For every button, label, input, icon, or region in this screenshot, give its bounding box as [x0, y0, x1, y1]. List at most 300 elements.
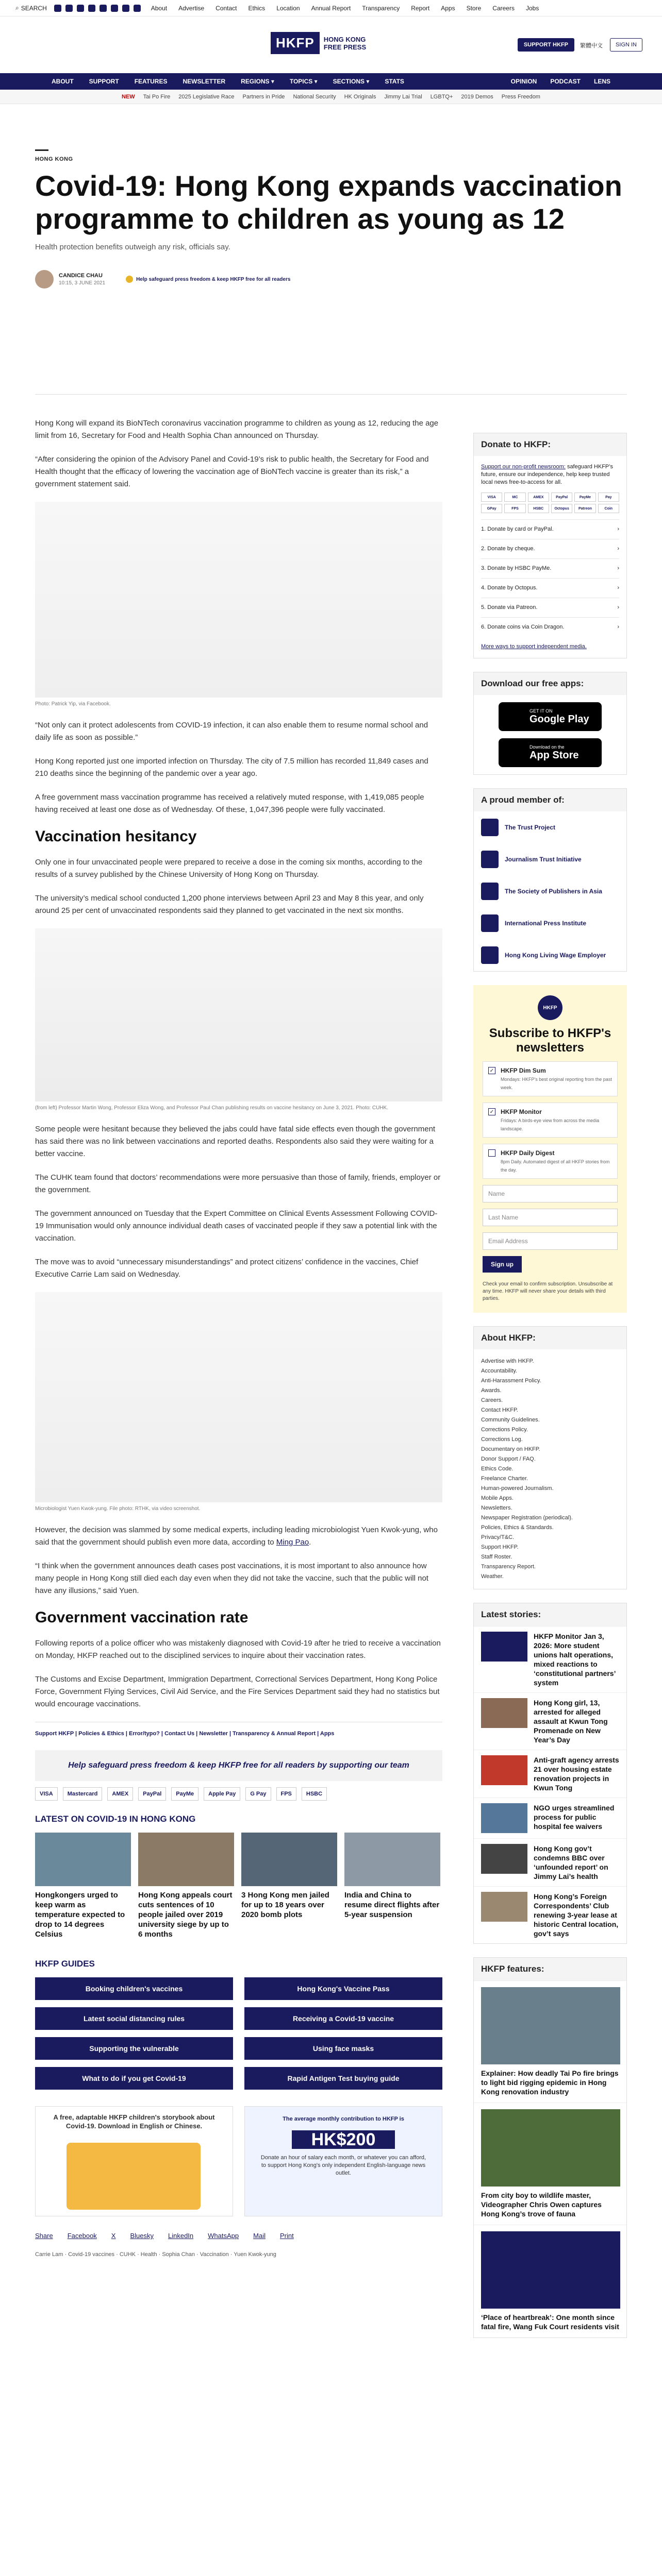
sign-up-button[interactable]: Sign up [483, 1256, 522, 1273]
logo-wordmark [324, 36, 366, 51]
feature-item[interactable] [474, 2103, 626, 2225]
donate-option-label: 1. Donate by card or PayPal. [481, 526, 554, 532]
story-thumbnail [481, 1844, 527, 1874]
avatar [35, 270, 54, 289]
latest-headline: Hong Kong appeals court cuts sentences of 10 people jailed over 2019 university siege by up to 6 months [138, 1891, 233, 1939]
support-hkfp-button[interactable]: SUPPORT HKFP [518, 38, 574, 52]
trending-item[interactable]: National Security [293, 93, 336, 100]
feature-item[interactable] [474, 1980, 626, 2103]
ming-pao-link[interactable]: Ming Pao [276, 1538, 309, 1547]
member-logo[interactable] [474, 843, 626, 875]
payment-logo: FPS [504, 504, 525, 513]
feature-headline: From city boy to wildlife master, Videographer Chris Owen captures Hong Kong’s trove of fauna [481, 2191, 602, 2218]
top-link[interactable]: Careers [492, 4, 515, 12]
member-logo[interactable] [474, 907, 626, 939]
nav-item[interactable]: ABOUT [52, 78, 74, 85]
trending-item[interactable]: 2019 Demos [461, 93, 493, 100]
payment-logo: VISA [35, 1787, 58, 1801]
more-ways-link[interactable]: More ways to support independent media. [481, 643, 587, 650]
newsletter-text [501, 1149, 612, 1173]
donate-option[interactable] [481, 539, 619, 558]
subheading: Vaccination hesitancy [35, 828, 197, 845]
newsletter-desc: 8pm Daily. Automated digest of all HKFP stories from the day. [501, 1159, 610, 1173]
contribution-promo[interactable] [244, 2106, 442, 2216]
newsletter-logo: HKFP [538, 995, 562, 1020]
search-label: SEARCH [21, 4, 47, 12]
app-store-label: App Store [529, 749, 579, 761]
trending-item[interactable]: Press Freedom [501, 93, 540, 100]
about-box [473, 1326, 627, 1589]
member-title: A proud member of: [474, 789, 626, 811]
about-link[interactable]: Careers. [481, 1397, 503, 1403]
byline [35, 270, 628, 289]
features-title: HKFP features: [474, 1958, 626, 1980]
about-link[interactable]: Donor Support / FAQ. [481, 1456, 536, 1462]
share-link[interactable]: Share [35, 2232, 53, 2240]
logo-mark: HKFP [271, 32, 320, 54]
about-list [474, 1349, 626, 1589]
payment-logo: G Pay [245, 1787, 271, 1801]
standfirst: Health protection benefits outweigh any risk, officials say. [35, 243, 230, 251]
header-divider [35, 394, 627, 395]
top-link[interactable]: Advertise [178, 4, 205, 12]
nav-item[interactable]: PODCAST [550, 78, 581, 85]
guide-button[interactable]: What to do if you get Covid-19 [35, 2067, 233, 2090]
donate-option[interactable] [481, 617, 619, 637]
feature-headline: Explainer: How deadly Tai Po fire brings to light bid rigging epidemic in Hong Kong renovation industry [481, 2069, 619, 2096]
logo-line-2: FREE PRESS [323, 43, 367, 51]
paragraph: Some people were hesitant because they believed the jabs could have fatal side effects even though the government has said there was no link between vaccinations and reported deaths. Respondents also said they were waiting for a better vaccine. [35, 1125, 436, 1158]
member-name: Journalism Trust Initiative [505, 856, 582, 863]
chevron-right-icon: › [617, 604, 619, 611]
section-tag[interactable]: HONG KONG [35, 156, 73, 162]
donate-options [481, 519, 619, 637]
new-badge: NEW [122, 93, 135, 100]
story-headline: Hong Kong gov’t condemns BBC over ‘unfounded report’ on Jimmy Lai’s health [534, 1844, 608, 1880]
about-link[interactable]: Weather. [481, 1573, 504, 1580]
paragraph: “Not only can it protect adolescents from COVID-19 infection, it can also enable them to resume normal school and daily life as soon as possible.” [35, 721, 428, 742]
about-link[interactable]: Accountability. [481, 1368, 518, 1374]
share-links [35, 2230, 442, 2242]
guide-button[interactable]: Receiving a Covid-19 vaccine [244, 2007, 442, 2030]
about-link[interactable]: Freelance Charter. [481, 1476, 528, 1482]
payment-logo: AMEX [107, 1787, 133, 1801]
newsletter-name: HKFP Daily Digest [501, 1149, 555, 1157]
apps-title: Download our free apps: [474, 672, 626, 695]
share-link[interactable]: Bluesky [130, 2232, 154, 2240]
apps-box [473, 672, 627, 775]
payment-logo: HSBC [302, 1787, 327, 1801]
publish-date: 10:15, 3 JUNE 2021 [59, 280, 106, 286]
section-rule [35, 149, 48, 151]
top-bar [0, 0, 662, 16]
newsletter-text [501, 1067, 612, 1091]
newsletter-box [473, 985, 627, 1313]
share-link[interactable]: Mail [253, 2232, 266, 2240]
latest-card[interactable] [241, 1833, 337, 1939]
paragraph: Hong Kong reported just one imported infection on Thursday. The city of 7.5 million has recorded 11,849 cases and 210 deaths since the beginning of the pandemic over a year ago. [35, 757, 428, 778]
donate-option[interactable] [481, 558, 619, 578]
top-link[interactable]: Transparency [362, 4, 400, 12]
donate-link[interactable]: Support our non-profit newsroom: [481, 464, 566, 470]
member-name: Hong Kong Living Wage Employer [505, 952, 606, 959]
story-thumbnail [481, 1698, 527, 1728]
app-store-badge[interactable] [499, 738, 602, 767]
payment-logo: PayPal [551, 493, 572, 502]
paragraph: The CUHK team found that doctors’ recommendations were more persuasive than those of family, friends, employer or the government. [35, 1173, 441, 1194]
trending-item[interactable]: Partners in Pride [242, 93, 285, 100]
top-links [151, 5, 539, 12]
newsletter-option[interactable] [483, 1103, 618, 1138]
feature-headline: ‘Place of heartbreak’: One month since fatal fire, Wang Fuk Court residents visit [481, 2313, 619, 2331]
feature-item[interactable] [474, 2225, 626, 2337]
google-play-label: Google Play [529, 713, 589, 725]
newsletter-name: HKFP Monitor [501, 1108, 542, 1115]
paragraph: Hong Kong will expand its BioNTech coronavirus vaccination programme to children as young as 12, reducing the age limit from 16, Secretary for Food and Health Sophia Chan announced on Thursday. [35, 419, 439, 440]
latest-covid-grid [35, 1833, 442, 1939]
donate-option-label: 2. Donate by cheque. [481, 546, 535, 552]
paragraph: Only one in four unvaccinated people were prepared to receive a dose in the coming six months, according to the results of a survey published by the Chinese University of Hong Kong on Thursday. [35, 858, 423, 879]
member-icon [481, 883, 499, 900]
latest-story[interactable] [474, 1692, 626, 1750]
chevron-right-icon: › [617, 624, 619, 630]
latest-card[interactable] [344, 1833, 440, 1939]
donate-box [473, 433, 627, 658]
social-links [54, 5, 141, 12]
payment-logo: GPay [481, 504, 502, 513]
newsletter-checkbox[interactable] [488, 1149, 495, 1157]
latest-headline: Hongkongers urged to keep warm as temperature expected to drop to 14 degrees Celsius [35, 1891, 125, 1939]
about-link[interactable]: Community Guidelines. [481, 1417, 540, 1423]
member-icon [481, 914, 499, 932]
sidebar [473, 433, 627, 2351]
threads-icon[interactable] [88, 5, 95, 12]
article-photo-1 [35, 502, 442, 698]
nav-item[interactable]: TOPICS ▾ [289, 78, 318, 85]
hkfp-logo[interactable] [271, 32, 366, 54]
about-link[interactable]: Contact HKFP. [481, 1407, 518, 1413]
story-headline: NGO urges streamlined process for public hospital fee waivers [534, 1804, 615, 1831]
payment-logo: FPS [276, 1787, 296, 1801]
member-logo[interactable] [474, 875, 626, 907]
nav-right [511, 78, 610, 85]
about-link[interactable]: Privacy/T&C. [481, 1534, 515, 1540]
language-toggle[interactable]: 繁體中文 [580, 43, 603, 49]
storybook-promo[interactable] [35, 2106, 233, 2216]
paragraph: The move was to avoid “unnecessary misunderstandings” and protect citizens’ confidence in the vaccines, Chief Executive Carrie Lam said on Wednesday. [35, 1258, 419, 1279]
article-photo-2 [35, 928, 442, 1101]
payment-logo: Coin [598, 504, 619, 513]
member-box [473, 788, 627, 972]
guides-title: HKFP GUIDES [35, 1959, 95, 1969]
donate-text: safeguard HKFP’s future, ensure our independence, help keep trusted local news free-to-access for all. [481, 464, 614, 485]
latest-stories-title: Latest stories: [474, 1603, 626, 1626]
nav-item[interactable]: LENS [593, 78, 610, 85]
headline: Covid-19: Hong Kong expands vaccination programme to children as young as 12 [35, 170, 622, 235]
contribution-title: The average monthly contribution to HKFP is [283, 2116, 404, 2122]
article-photo-3 [35, 1292, 442, 1502]
donate-option-label: 5. Donate via Patreon. [481, 604, 538, 611]
about-link[interactable]: Awards. [481, 1387, 502, 1394]
search-icon: ⌕ [15, 4, 19, 11]
newsletter-text [501, 1108, 612, 1132]
promo-row [35, 2106, 442, 2216]
newsletter-title: Subscribe to HKFP's newsletters [489, 1026, 611, 1055]
article-header [35, 149, 628, 289]
newsletter-checkbox[interactable]: ✓ [488, 1108, 495, 1115]
story-headline: Anti-graft agency arrests 21 over housing estate renovation projects in Kwun Tong [534, 1756, 619, 1792]
instagram-icon[interactable] [77, 5, 84, 12]
payment-logo: HSBC [528, 504, 549, 513]
features-box [473, 1957, 627, 2338]
payment-logos [35, 1787, 442, 1801]
article-body [35, 417, 442, 2261]
article-tags[interactable]: Carrie Lam · Covid-19 vaccines · CUHK · Health · Sophia Chan · Vaccination · Yuen Kwok-yung [35, 2251, 276, 2258]
feature-image [481, 2109, 620, 2187]
help-safeguard-box[interactable]: Help safeguard press freedom & keep HKFP free for all readers by supporting our team [35, 1750, 442, 1781]
nav-item[interactable]: FEATURES [134, 78, 168, 85]
donate-option-label: 6. Donate coins via Coin Dragon. [481, 624, 565, 630]
about-link[interactable]: Human-powered Journalism. [481, 1485, 554, 1492]
about-link[interactable]: Transparency Report. [481, 1564, 536, 1570]
story-thumbnail [481, 1892, 527, 1922]
donate-option-label: 4. Donate by Octopus. [481, 585, 538, 591]
latest-stories-box [473, 1603, 627, 1944]
top-link[interactable]: Report [411, 4, 430, 12]
facebook-icon[interactable] [54, 5, 61, 12]
photo-caption: Photo: Patrick Yip, via Facebook. [35, 701, 111, 707]
share-link[interactable]: Print [279, 2232, 294, 2240]
share-link[interactable]: LinkedIn [168, 2232, 194, 2240]
chevron-right-icon: › [617, 565, 619, 571]
member-name: The Society of Publishers in Asia [505, 888, 602, 895]
about-link[interactable]: Corrections Log. [481, 1436, 523, 1443]
latest-story[interactable] [474, 1750, 626, 1798]
email-icon[interactable] [122, 5, 129, 12]
nav-item[interactable]: OPINION [510, 78, 537, 85]
top-link[interactable]: Jobs [525, 4, 539, 12]
trending-item[interactable]: 2025 Legislative Race [178, 93, 235, 100]
photo-caption: (from left) Professor Martin Wong, Professor Eliza Wong, and Professor Paul Chan publishing results on vaccine hesitancy on June 3, 2021. Photo: CUHK. [35, 1105, 388, 1111]
latest-story[interactable] [474, 1626, 626, 1692]
newsletter-desc: Fridays: A birds-eye view from across the media landscape. [501, 1118, 600, 1131]
member-logo[interactable] [474, 939, 626, 971]
chevron-right-icon: › [617, 526, 619, 532]
youtube-icon[interactable] [111, 5, 118, 12]
about-link[interactable]: Advertise with HKFP. [481, 1358, 534, 1364]
member-name: The Trust Project [505, 824, 556, 831]
nav-item[interactable]: STATS [385, 78, 404, 85]
subheading: Government vaccination rate [35, 1609, 249, 1626]
payment-logo: Pay [598, 493, 619, 502]
last-name-field[interactable]: Last Name [483, 1209, 618, 1226]
latest-headline: India and China to resume direct flights after 5-year suspension [344, 1891, 440, 1919]
share-link[interactable]: Facebook [67, 2232, 97, 2240]
trending-items [143, 94, 540, 100]
guide-button[interactable]: Hong Kong's Vaccine Pass [244, 1977, 442, 2000]
share-link[interactable]: X [111, 2232, 116, 2240]
chevron-right-icon: › [617, 585, 619, 591]
paragraph [35, 1524, 442, 1549]
guide-button[interactable]: Supporting the vulnerable [35, 2037, 233, 2060]
guide-button[interactable]: Latest social distancing rules [35, 2007, 233, 2030]
share-link[interactable]: WhatsApp [208, 2232, 239, 2240]
member-icon [481, 819, 499, 836]
newsletter-note: Check your email to confirm subscription. Unsubscribe at any time. HKFP will never share your details with third parties. [483, 1281, 613, 1301]
donate-option-label: 3. Donate by HSBC PayMe. [481, 565, 552, 571]
support-links[interactable]: Support HKFP | Policies & Ethics | Error/typo? | Contact Us | Newsletter | Transparency & Annual Report | Apps [35, 1722, 442, 1740]
about-link[interactable]: Mobile Apps. [481, 1495, 514, 1501]
trending-bar [0, 90, 662, 104]
member-list [474, 811, 626, 971]
telegram-icon[interactable] [134, 5, 141, 12]
about-link[interactable]: Documentary on HKFP. [481, 1446, 540, 1452]
payment-logo: Patreon [574, 504, 595, 513]
nav-item[interactable]: SUPPORT [89, 78, 119, 85]
top-link[interactable]: Contact [216, 4, 237, 12]
contribution-amount: HK$200 [292, 2130, 395, 2149]
guide-button[interactable]: Using face masks [244, 2037, 442, 2060]
nav-item[interactable]: NEWSLETTER [183, 78, 226, 85]
newsletter-option[interactable] [483, 1144, 618, 1179]
email-field[interactable]: Email Address [483, 1232, 618, 1250]
payment-logo: Apple Pay [204, 1787, 240, 1801]
logo-line-1: HONG KONG [323, 35, 366, 43]
member-name: International Press Institute [505, 920, 587, 927]
feature-image [481, 2231, 620, 2309]
member-icon [481, 946, 499, 964]
nav-items [52, 78, 404, 85]
help-safeguard-link[interactable] [126, 276, 290, 283]
newsletter-checkbox[interactable]: ✓ [488, 1067, 495, 1074]
trending-item[interactable]: LGBTQ+ [430, 93, 453, 100]
newsletter-desc: Mondays: HKFP's best original reporting from the past week. [501, 1077, 612, 1090]
top-link[interactable]: Annual Report [311, 4, 351, 12]
about-link[interactable]: Support HKFP. [481, 1544, 519, 1550]
main-nav [0, 73, 662, 90]
payment-logo: MC [504, 493, 525, 502]
paragraph: “After considering the opinion of the Advisory Panel and Covid-19’s risk to public health, the Secretary for Food and Health thought that the efficacy of lowering the vaccination age of BioNTech vaccine is greater than its risk,” a government statement said. [35, 455, 429, 488]
payment-logo: PayMe [171, 1787, 198, 1801]
donate-option[interactable] [481, 519, 619, 539]
guides-grid [35, 1977, 442, 2090]
name-field[interactable]: Name [483, 1185, 618, 1202]
paragraph: The Customs and Excise Department, Immigration Department, Correctional Services Department, Hong Kong Police Force, Government Flying Services, Civil Aid Service, and the Fire Services Department said they had no statistics but would encourage vaccinations. [35, 1675, 440, 1708]
payment-logo: VISA [481, 493, 502, 502]
app-store-small: Download on the [529, 744, 565, 750]
google-play-badge[interactable] [499, 702, 602, 731]
trending-item[interactable]: Jimmy Lai Trial [384, 93, 422, 100]
payment-logo: Octopus [551, 504, 572, 513]
feature-image [481, 1987, 620, 2064]
sign-in-button[interactable]: SIGN IN [610, 38, 642, 52]
payment-logo: AMEX [528, 493, 549, 502]
story-thumbnail [481, 1803, 527, 1833]
top-link[interactable]: Ethics [248, 4, 266, 12]
trending-item[interactable]: HK Originals [344, 93, 376, 100]
newsletter-name: HKFP Dim Sum [501, 1067, 546, 1074]
latest-covid-title: LATEST ON COVID-19 IN HONG KONG [35, 1814, 196, 1824]
about-link[interactable]: Corrections Policy. [481, 1427, 528, 1433]
top-link[interactable]: About [151, 4, 168, 12]
photo-caption: Microbiologist Yuen Kwok-yung. File photo: RTHK, via video screenshot. [35, 1506, 201, 1512]
latest-thumbnail [35, 1833, 131, 1886]
payment-logo: PayMe [574, 493, 595, 502]
latest-card[interactable] [35, 1833, 131, 1939]
payment-logo: PayPal [138, 1787, 166, 1801]
paragraph-text: However, the decision was slammed by some medical experts, including leading microbiologist Yuen Kwok-yung, who said that the government should publish even more data, according to [35, 1526, 438, 1547]
masthead [0, 16, 662, 73]
storybook-title: A free, adaptable HKFP children's storybook about Covid-19. Download in English or Chinese. [53, 2113, 215, 2130]
donate-title: Donate to HKFP: [474, 433, 626, 456]
about-link[interactable]: Ethics Code. [481, 1466, 514, 1472]
features-list [474, 1980, 626, 2337]
paragraph: A free government mass vaccination programme has received a relatively muted response, with 1,419,085 people having received at least one dose as of Wednesday. Of these, 1,047,396 people were fully vaccinated. [35, 793, 424, 814]
top-link[interactable]: Apps [441, 4, 455, 12]
nav-item[interactable]: REGIONS ▾ [241, 78, 274, 85]
donate-payment-logos [481, 493, 619, 513]
story-thumbnail [481, 1632, 527, 1662]
story-headline: HKFP Monitor Jan 3, 2026: More student unions halt operations, mixed reactions to ‘constitutional partners’ system [534, 1632, 616, 1687]
top-link[interactable]: Location [276, 4, 300, 12]
paragraph: Following reports of a police officer who was mistakenly diagnosed with Covid-19 after he tried to receive a vaccination on Monday, HKFP reached out to the disciplined services to inquire about their vaccination rates. [35, 1639, 441, 1660]
story-headline: Hong Kong girl, 13, arrested for alleged assault at Kwun Tong Promenade on New Year’s Day [534, 1699, 608, 1744]
about-link[interactable]: Policies, Ethics & Standards. [481, 1524, 554, 1531]
newsletter-option[interactable] [483, 1061, 618, 1096]
story-thumbnail [481, 1755, 527, 1785]
member-icon [481, 851, 499, 868]
guide-button[interactable]: Rapid Antigen Test buying guide [244, 2067, 442, 2090]
latest-headline: 3 Hong Kong men jailed for up to 18 years over 2020 bomb plots [241, 1891, 329, 1919]
guide-button[interactable]: Booking children's vaccines [35, 1977, 233, 2000]
trending-item[interactable]: Tai Po Fire [143, 93, 171, 100]
paragraph: The government announced on Tuesday that the Expert Committee on Clinical Events Assessment Following COVID-19 Immunisation would only announce individual death cases of vaccinated people if they saw a potential link with the vaccination. [35, 1209, 438, 1243]
about-link[interactable]: Anti-Harassment Policy. [481, 1378, 541, 1384]
help-label: Help safeguard press freedom & keep HKFP free for all readers [136, 276, 291, 282]
about-title: About HKFP: [474, 1327, 626, 1349]
nav-item[interactable]: SECTIONS ▾ [333, 78, 370, 85]
paragraph-text: . [309, 1538, 311, 1547]
author-name[interactable]: CANDICE CHAU [59, 273, 103, 279]
latest-story[interactable] [474, 1838, 626, 1886]
search-button[interactable] [15, 4, 47, 12]
chevron-right-icon: › [617, 546, 619, 552]
storybook-illustration [67, 2143, 201, 2210]
about-link[interactable]: Staff Roster. [481, 1554, 512, 1560]
donate-option[interactable] [481, 578, 619, 598]
about-link[interactable]: Newspaper Registration (periodical). [481, 1515, 573, 1521]
member-logo[interactable] [474, 811, 626, 843]
paragraph: The university’s medical school conducted 1,200 phone interviews between April 23 and May 8 this year, and only around 25 per cent of unvaccinated respondents said they planned to get vaccinated in the next six months. [35, 894, 424, 915]
latest-stories-list [474, 1626, 626, 1943]
about-link[interactable]: Newsletters. [481, 1505, 512, 1511]
newsletter-options [483, 1061, 618, 1179]
latest-story[interactable] [474, 1798, 626, 1838]
latest-thumbnail [241, 1833, 337, 1886]
latest-card[interactable] [138, 1833, 234, 1939]
payment-logo: Mastercard [63, 1787, 103, 1801]
bluesky-icon[interactable] [100, 5, 107, 12]
contribution-subtitle: Donate an hour of salary each month, or whatever you can afford, to support Hong Kong's only independent English-language news outlet. [260, 2155, 426, 2176]
google-play-small: GET IT ON [529, 708, 553, 714]
latest-thumbnail [138, 1833, 234, 1886]
x-icon[interactable] [65, 5, 73, 12]
donate-option[interactable] [481, 598, 619, 617]
heart-icon [126, 276, 133, 283]
latest-thumbnail [344, 1833, 440, 1886]
latest-story[interactable] [474, 1886, 626, 1943]
top-link[interactable]: Store [466, 4, 482, 12]
